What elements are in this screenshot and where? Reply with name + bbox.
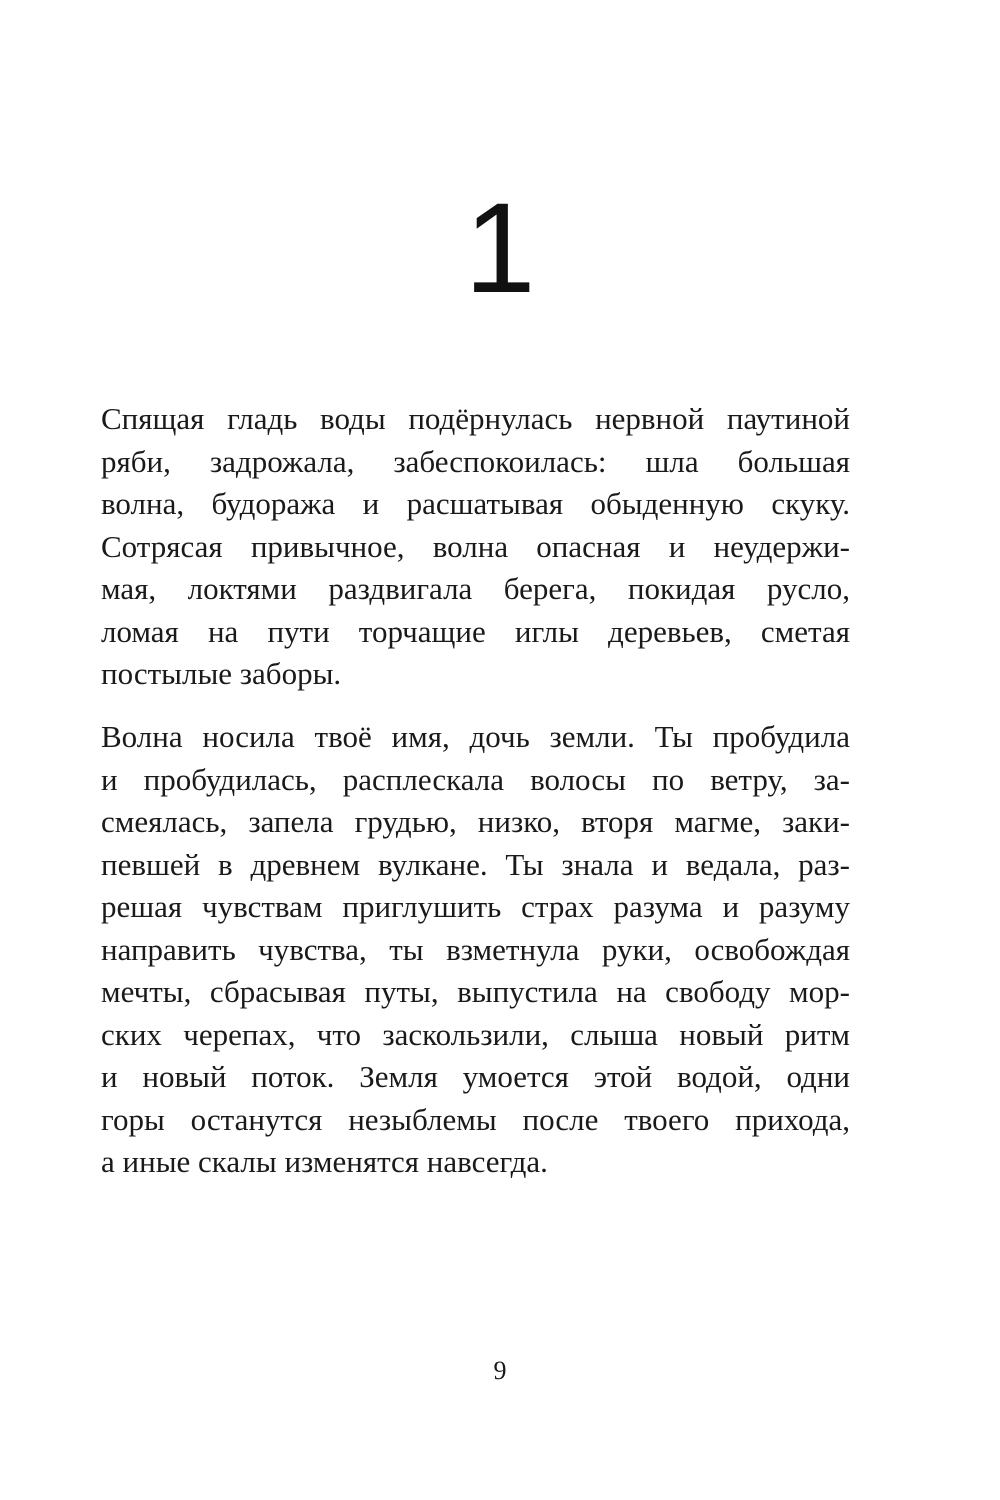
text-line: постылые заборы. bbox=[101, 656, 342, 691]
text-line: волна, будоража и расшатывая обыденную скуку. bbox=[101, 486, 850, 521]
text-line: Сотрясая привычное, волна опасная и неудержи- bbox=[101, 528, 850, 564]
text-line: горы останутся незыблемы после твоего прихода, bbox=[101, 1101, 850, 1137]
text-line: и новый поток. Земля умоется этой водой, одни bbox=[101, 1059, 850, 1094]
chapter-number: 1 bbox=[464, 177, 536, 320]
text-line: Спящая гладь воды подёрнулась нервной паутиной bbox=[101, 401, 850, 436]
paragraph-text bbox=[101, 716, 850, 1184]
text-line: ломая на пути торчащие иглы деревьев, сметая bbox=[101, 613, 850, 649]
text-line: и пробудилась, расплескала волосы по ветру, за- bbox=[101, 761, 850, 797]
text-line: решая чувствам приглушить страх разума и разуму bbox=[101, 889, 850, 924]
text-line: Волна носила твоё имя, дочь земли. Ты пробудила bbox=[101, 719, 850, 754]
paragraph-2 bbox=[101, 716, 850, 1184]
text-line: ряби, задрожала, забеспокоилась: шла большая bbox=[101, 443, 850, 479]
page-number: 9 bbox=[493, 1356, 507, 1385]
paragraph-text bbox=[101, 398, 850, 696]
text-line: смеялась, запела грудью, низко, вторя магме, заки- bbox=[101, 804, 850, 839]
text-line: а иные скалы изменятся навсегда. bbox=[101, 1144, 548, 1179]
paragraph-1 bbox=[101, 398, 850, 696]
text-line: мая, локтями раздвигала берега, покидая русло, bbox=[101, 571, 850, 606]
text-line: певшей в древнем вулкане. Ты знала и ведала, раз- bbox=[101, 846, 850, 882]
text-line: мечты, сбрасывая путы, выпустила на свободу мор- bbox=[101, 974, 850, 1009]
text-line: направить чувства, ты взметнула руки, освобождая bbox=[101, 931, 850, 967]
text-line: ских черепах, что заскользили, слыша новый ритм bbox=[101, 1016, 850, 1052]
